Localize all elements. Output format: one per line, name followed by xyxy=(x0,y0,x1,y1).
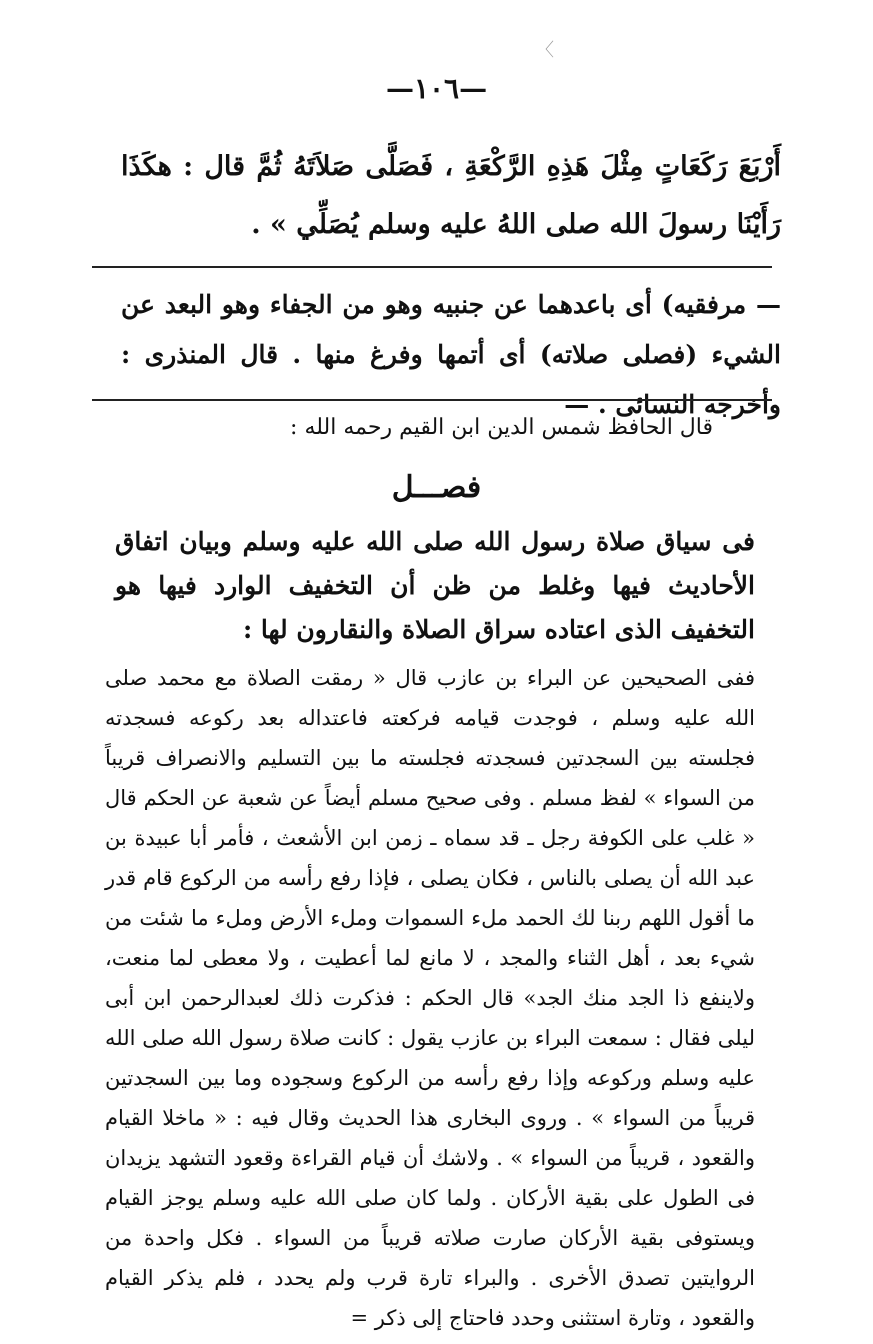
section-heading: فصـــل xyxy=(391,470,482,505)
scan-mark: 〉 xyxy=(536,40,554,61)
section-intro xyxy=(115,520,755,652)
section-intro-paragraph: فى سياق صلاة رسول الله صلى الله عليه وسلم وبيان اتفاق الأحاديث فيها وغلط من ظن أن التخفيف الوارد فيها هو التخفيف الذى اعتاده سراق الصلاة والنقارون لها : xyxy=(115,527,755,644)
author-intro xyxy=(153,408,713,448)
footnote-paragraph: — مرفقيه) أى باعدهما عن جنبيه وهو من الجفاء وهو البعد عن الشيء (فصلى صلاته) أى أتمها وفرغ منها . قال المنذرى : وأخرجه النسائى . — xyxy=(121,290,781,419)
author-intro-line: قال الحافظ شمس الدين ابن القيم رحمه الله : xyxy=(290,415,713,440)
body-paragraph: ففى الصحيحين عن البراء بن عازب قال « رمقت الصلاة مع محمد صلى الله عليه وسلم ، فوجدت قيامه فركعته فاعتداله بعد ركوعه فسجدته فجلسته بين السجدتين فسجدته فجلسته ما بين التسليم والانصراف قريباً من السواء » لفظ مسلم . وفى صحيح مسلم أيضاً عن شعبة عن الحكم قال « غلب على الكوفة رجل ـ قد سماه ـ زمن ابن الأشعث ، فأمر أبا عبيدة بن عبد الله أن يصلى بالناس ، فكان يصلى ، فإذا رفع رأسه من الركوع قام قدر ما أقول اللهم ربنا لك الحمد ملء السموات وملء الأرض وملء ما شئت من شيء بعد ، أهل الثناء والمجد ، لا مانع لما أعطيت ، ولا معطى لما منعت، ولاينفع ذا الجد منك الجد» قال الحكم : فذكرت ذلك لعبدالرحمن ابن أبى ليلى فقال : سمعت البراء بن عازب يقول : كانت صلاة رسول الله صلى الله عليه وسلم وركوعه وإذا رفع رأسه من الركوع وسجوده وما بين السجدتين قريباً من السواء » . وروى البخارى هذا الحديث وقال فيه : « ماخلا القيام والقعود ، قريباً من السواء » . ولاشك أن قيام القراءة وقعود التشهد يزيدان فى الطول على بقية الأركان . ولما كان صلى الله عليه وسلم يوجز القيام ويستوفى بقية الأركان صارت صلاته قريباً من السواء . فكل واحدة من الروايتين تصدق الأخرى . والبراء تارة قرب ولم يحدد ، فلم يذكر القيام والقعود ، وتارة استثنى وحدد فاحتاج إلى ذكر = xyxy=(105,666,755,1330)
page-number: —١٠٦— xyxy=(385,72,488,105)
divider-bottom xyxy=(92,399,772,401)
hadith-paragraph: أَرْبَعَ رَكَعَاتٍ مِثْلَ هَذِهِ الرَّكْعَةِ ، فَصَلَّى صَلاَتَهُ ثُمَّ قال : هكَذَا رَأَيْنَا رسولَ الله صلى اللهُ عليه وسلم يُصَلِّي » . xyxy=(121,151,781,240)
hadith-text xyxy=(121,138,781,254)
body-text xyxy=(105,658,755,1338)
divider-top xyxy=(92,266,772,268)
